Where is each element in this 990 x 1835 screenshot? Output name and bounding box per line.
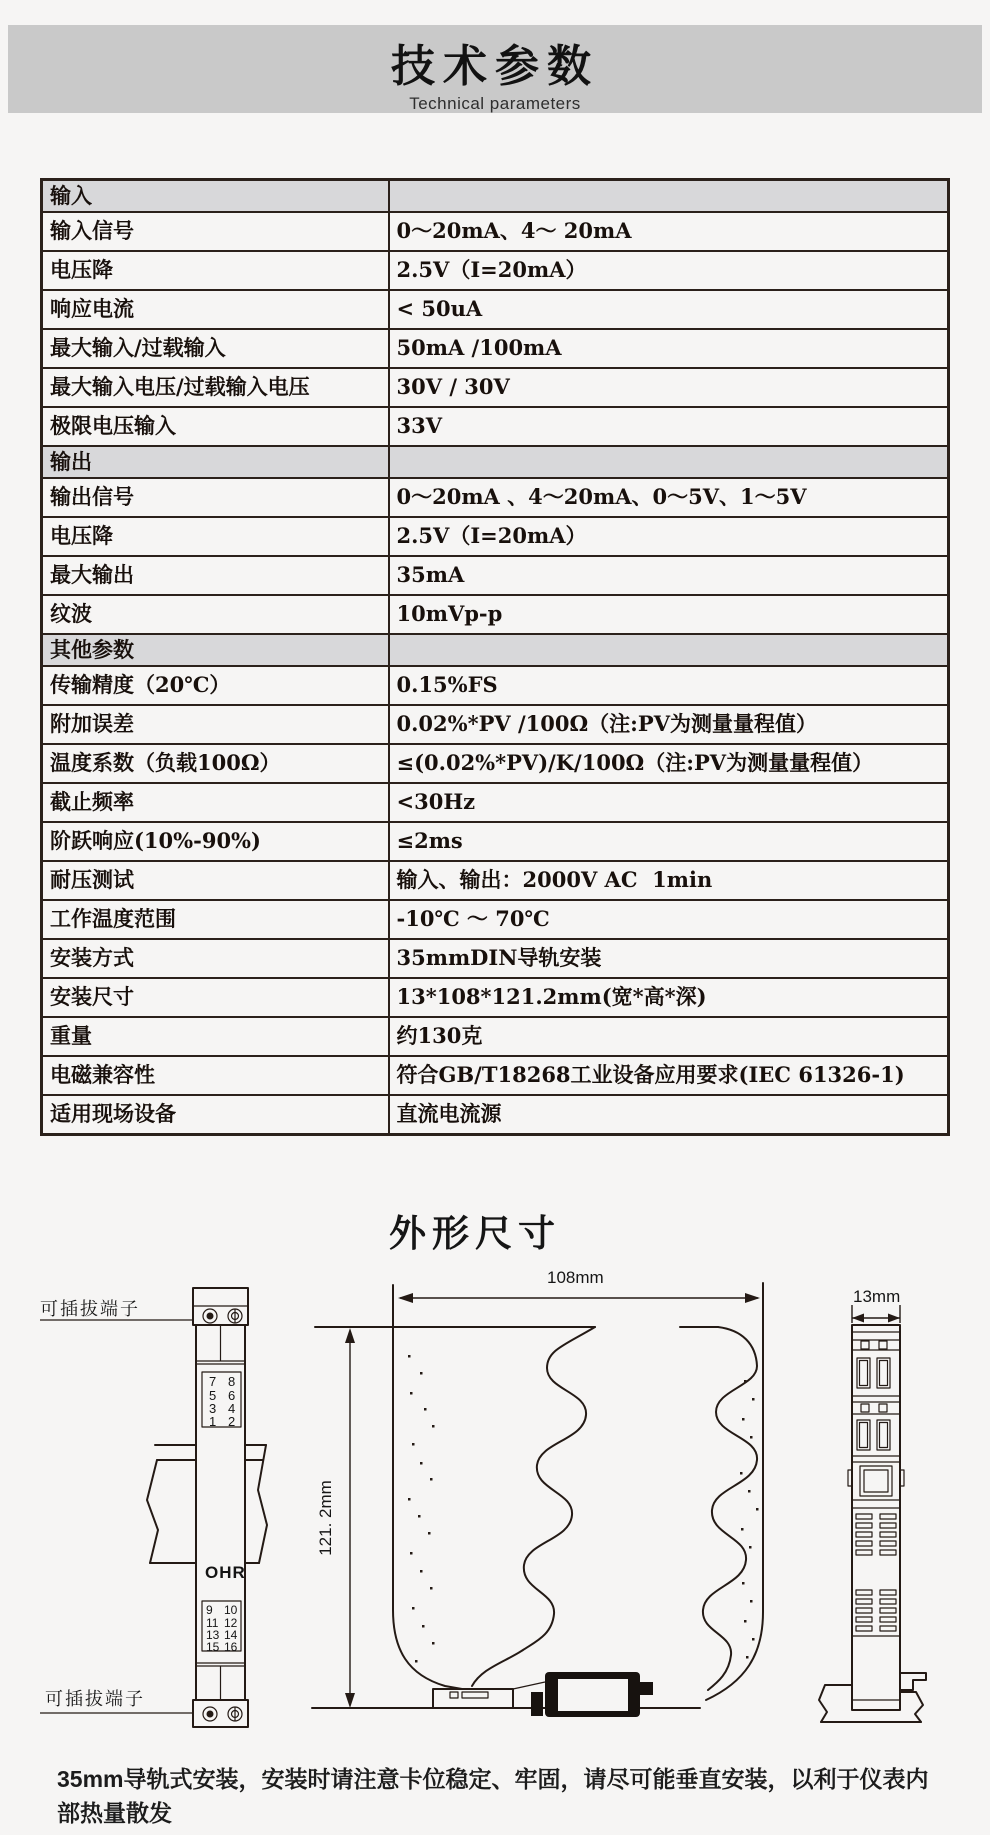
spec-name-cell: 传输精度（20℃） [42,666,389,705]
spec-name-cell: 最大输入/过载输入 [42,329,389,368]
spec-name-cell: 阶跃响应(10%-90%) [42,822,389,861]
spec-name-cell: 耐压测试 [42,861,389,900]
spec-name-cell: 响应电流 [42,290,389,329]
spec-name-cell: 电压降 [42,251,389,290]
spec-name-cell: 极限电压输入 [42,407,389,446]
brand-logo: OHR [205,1563,246,1582]
section-dots [408,1355,759,1663]
spec-name-cell: 其他参数 [42,634,389,666]
spec-name-cell: 安装尺寸 [42,978,389,1017]
broken-section-left [472,1327,595,1686]
terminal-numbers-bottom [202,1601,241,1654]
din-clip [433,1672,653,1717]
terminal-screws-top [203,1309,242,1323]
svg-text:1: 1 [209,1414,217,1429]
spec-name-cell: 输入 [42,180,389,213]
clip-lever [900,1673,926,1690]
module-body [196,1325,245,1700]
spec-name-cell: 温度系数（负载100Ω） [42,744,389,783]
spec-name-cell: 输出信号 [42,478,389,517]
plug-terminal-label-top: 可插拔端子 [40,1299,140,1319]
spec-value-cell: 符合GB/T18268工业设备应用要求(IEC 61326-1) [389,1056,949,1095]
spec-value-cell: 30V / 30V [389,368,949,407]
svg-text:3: 3 [209,1401,217,1416]
broken-section-right [703,1327,757,1690]
terminal-numbers-top [202,1372,241,1429]
spec-value-cell: 13*108*121.2mm(宽*高*深) [389,978,949,1017]
svg-text:14: 14 [224,1628,238,1642]
top-terminal-cap [193,1288,248,1325]
spec-value-cell: 33V [389,407,949,446]
spec-name-cell: 最大输出 [42,556,389,595]
spec-value-cell: ≤2ms [389,822,949,861]
din-rail [147,1445,267,1563]
spec-name-cell: 工作温度范围 [42,900,389,939]
spec-name-cell: 适用现场设备 [42,1095,389,1135]
spec-value-cell: 50mA /100mA [389,329,949,368]
dim-depth-label: 13mm [853,1287,901,1306]
svg-text:7: 7 [209,1374,217,1389]
terminal-screws-bottom [203,1707,242,1721]
svg-text:9: 9 [206,1603,213,1617]
svg-text:2: 2 [228,1414,236,1429]
svg-text:4: 4 [228,1401,236,1416]
outline-title: 外形尺寸 [389,1213,561,1254]
spec-value-cell: ≤(0.02%*PV)/K/100Ω（注:PV为测量量程值） [389,744,949,783]
svg-text:11: 11 [206,1616,219,1630]
page-title: 技术参数 [391,42,599,91]
svg-text:16: 16 [224,1640,238,1654]
svg-text:12: 12 [224,1616,238,1630]
mounting-note: 35mm导轨式安装，安装时请注意卡位稳定、牢固，请尽可能垂直安装，以利于仪表内部热量散发 [57,1766,929,1827]
bottom-terminal-cap [193,1700,248,1727]
spec-value-cell: 0.02%*PV /100Ω（注:PV为测量量程值） [389,705,949,744]
svg-text:10: 10 [224,1603,238,1617]
spec-value-cell: 35mmDIN导轨安装 [389,939,949,978]
svg-text:6: 6 [228,1388,236,1403]
spec-value-cell: 0.15%FS [389,666,949,705]
svg-text:5: 5 [209,1388,217,1403]
plug-terminal-label-bottom: 可插拔端子 [45,1689,145,1709]
spec-value-cell: -10℃ ～ 70℃ [389,900,949,939]
spec-value-cell: 直流电流源 [389,1095,949,1135]
spec-value-cell: 约130克 [389,1017,949,1056]
spec-name-cell: 输入信号 [42,212,389,251]
spec-value-cell: <30Hz [389,783,949,822]
spec-value-cell: 2.5V（I=20mA） [389,251,949,290]
spec-name-cell: 纹波 [42,595,389,634]
spec-value-cell: 35mA [389,556,949,595]
spec-name-cell: 重量 [42,1017,389,1056]
spec-name-cell: 电压降 [42,517,389,556]
spec-name-cell: 安装方式 [42,939,389,978]
spec-name-cell: 电磁兼容性 [42,1056,389,1095]
spec-value-cell: 10mVp-p [389,595,949,634]
front-details [848,1332,904,1700]
front-view [819,1287,926,1722]
spec-value-cell: 输入、输出：2000V AC 1min [389,861,949,900]
svg-text:8: 8 [228,1374,236,1389]
spec-name-cell: 附加误差 [42,705,389,744]
svg-text:13: 13 [206,1628,220,1642]
svg-text:15: 15 [206,1640,220,1654]
spec-name-cell: 输出 [42,446,389,478]
spec-value-cell: < 50uA [389,290,949,329]
side-view [312,1268,763,1717]
dim-height-label: 121. 2mm [316,1480,335,1556]
page-subtitle: Technical parameters [409,94,581,113]
spec-value-cell: 0～20mA 、4～20mA、0～5V、1～5V [389,478,949,517]
spec-name-cell: 截止频率 [42,783,389,822]
spec-name-cell: 最大输入电压/过载输入电压 [42,368,389,407]
spec-value-cell: 2.5V（I=20mA） [389,517,949,556]
dim-width-label: 108mm [547,1268,604,1287]
spec-value-cell: 0～20mA、4～ 20mA [389,212,949,251]
left-view [40,1288,267,1727]
